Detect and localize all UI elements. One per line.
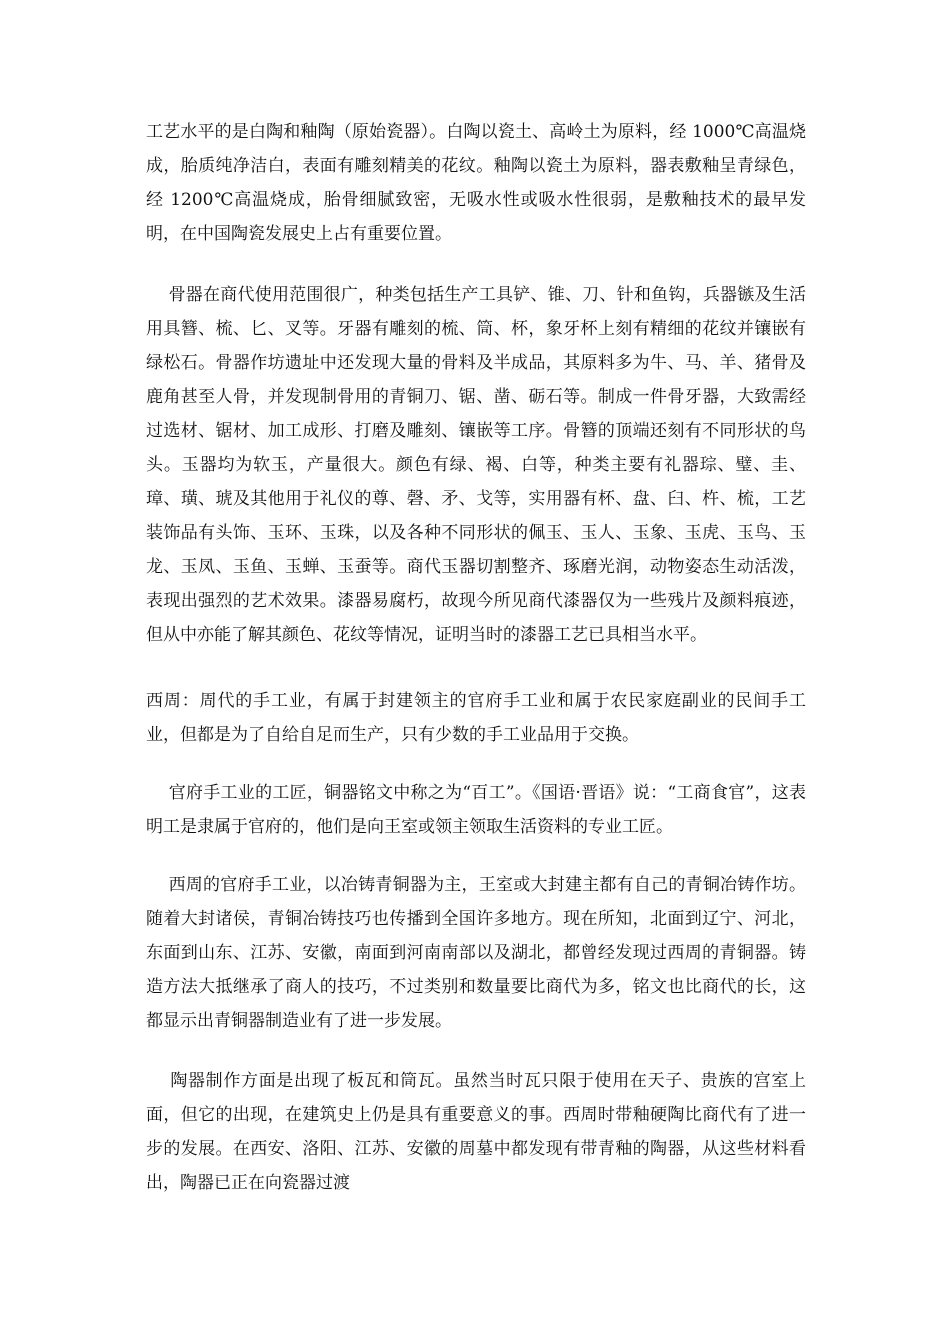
paragraph-official-craftsmen: 官府手工业的工匠，铜器铭文中称之为“百工”。《国语·晋语》说：“工商食官”，这表明工是隶属于官府的，他们是向王室或领主领取生活资料的专业工匠。	[146, 783, 806, 837]
paragraph-western-zhou-handicraft: 西周：周代的手工业，有属于封建领主的官府手工业和属于农民家庭副业的民间手工业，但都是为了自给自足而生产，只有少数的手工业品用于交换。	[146, 691, 806, 745]
paragraph-white-glazed-pottery: 工艺水平的是白陶和釉陶（原始瓷器）。白陶以瓷土、高岭土为原料，经 1000℃高温烧成，胎质纯净洁白，表面有雕刻精美的花纹。釉陶以瓷土为原料，器表敷釉呈青绿色，经 1200℃高温烧成，胎骨细腻致密，无吸水性或吸水性很弱，是敷釉技术的最早发明，在中国陶瓷发展史上占有重要位置。	[146, 122, 806, 244]
paragraph-bronze-casting: 西周的官府手工业，以冶铸青铜器为主，王室或大封建主都有自己的青铜冶铸作坊。随着大封诸侯，青铜冶铸技巧也传播到全国许多地方。现在所知，北面到辽宁、河北，东面到山东、江苏、安徽，南面到河南南部以及湖北，都曾经发现过西周的青铜器。铸造方法大抵继承了商人的技巧，不过类别和数量要比商代为多，铭文也比商代的长，这都显示出青铜器制造业有了进一步发展。	[146, 875, 806, 1031]
paragraph-bone-jade-lacquer: 骨器在商代使用范围很广，种类包括生产工具铲、锥、刀、针和鱼钩，兵器镞及生活用具簪、梳、匕、叉等。牙器有雕刻的梳、筒、杯，象牙杯上刻有精细的花纹并镶嵌有绿松石。骨器作坊遗址中还发现大量的骨料及半成品，其原料多为牛、马、羊、猪骨及鹿角甚至人骨，并发现制骨用的青铜刀、锯、凿、砺石等。制成一件骨牙器，大致需经过选材、锯材、加工成形、打磨及雕刻、镶嵌等工序。骨簪的顶端还刻有不同形状的鸟头。玉器均为软玉，产量很大。颜色有绿、褐、白等，种类主要有礼器琮、璧、圭、璋、璜、琥及其他用于礼仪的尊、磬、矛、戈等，实用器有杯、盘、臼、杵、梳，工艺装饰品有头饰、玉环、玉珠，以及各种不同形状的佩玉、玉人、玉象、玉虎、玉鸟、玉龙、玉凤、玉鱼、玉蝉、玉蚕等。商代玉器切割整齐、琢磨光润，动物姿态生动活泼，表现出强烈的艺术效果。漆器易腐朽，故现今所见商代漆器仅为一些残片及颜料痕迹，但从中亦能了解其颜色、花纹等情况，证明当时的漆器工艺已具相当水平。	[146, 285, 806, 645]
paragraph-pottery-tiles: 陶器制作方面是出现了板瓦和筒瓦。虽然当时瓦只限于使用在天子、贵族的宫室上面，但它的出现，在建筑史上仍是具有重要意义的事。西周时带釉硬陶比商代有了进一步的发展。在西安、洛阳、江苏、安徽的周墓中都发现有带青釉的陶器，从这些材料看出，陶器已正在向瓷器过渡	[146, 1071, 806, 1193]
